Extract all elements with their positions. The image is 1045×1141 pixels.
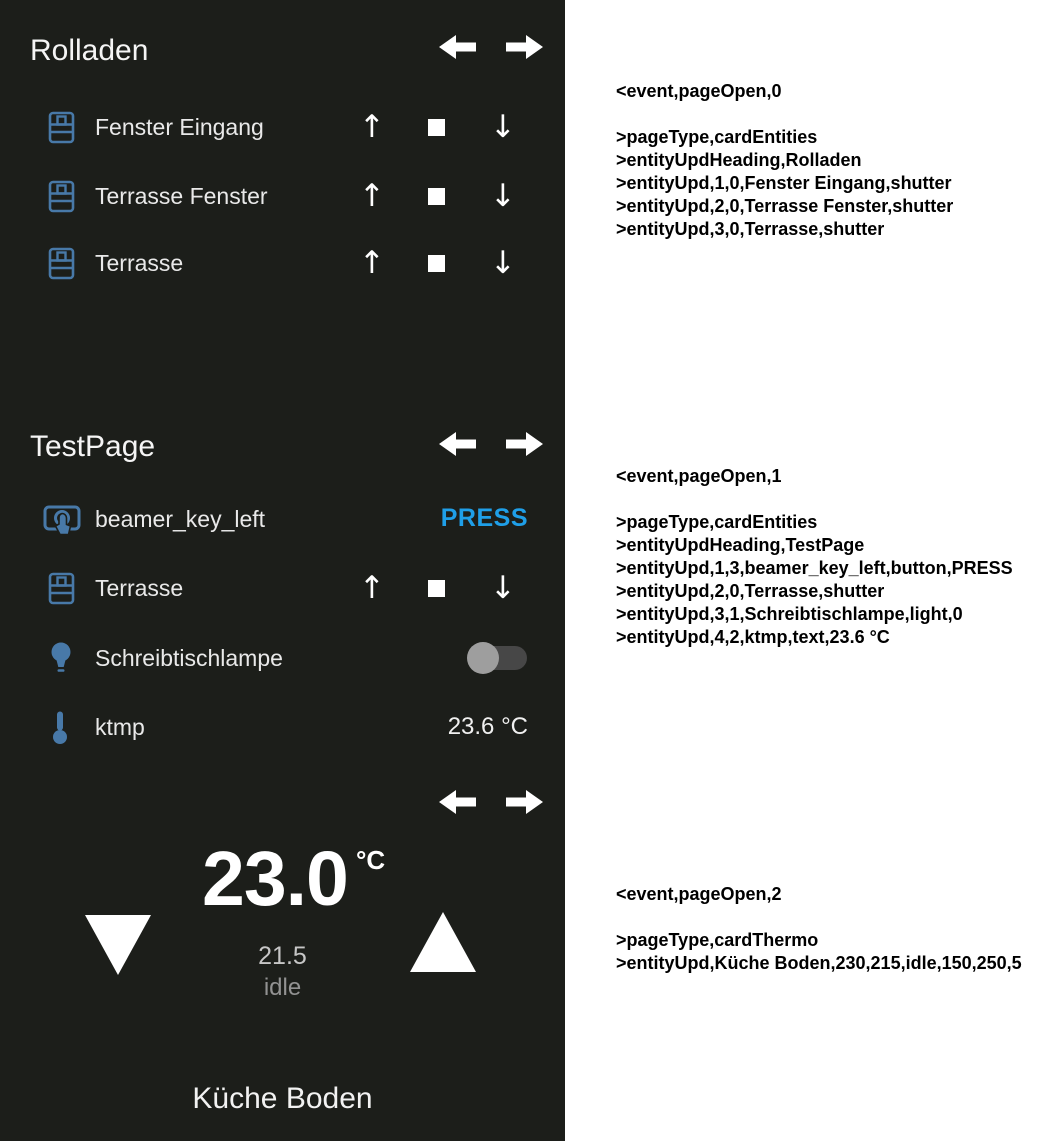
log-line: >entityUpd,2,0,Terrasse,shutter <box>616 581 885 601</box>
shutter-up-button[interactable]: ↑ <box>359 245 385 281</box>
shutter-up-button[interactable]: ↑ <box>359 570 385 606</box>
entity-value: 23.6 °C <box>447 713 528 740</box>
lightbulb-icon <box>47 641 75 675</box>
entity-label: Terrasse <box>95 575 184 601</box>
shutter-down-button[interactable]: ↓ <box>490 245 516 281</box>
log-line: >entityUpdHeading,Rolladen <box>616 150 862 170</box>
log-line: <event,pageOpen,1 <box>616 466 782 486</box>
shutter-up-button[interactable]: ↑ <box>359 178 385 214</box>
shutter-down-button[interactable]: ↓ <box>490 570 516 606</box>
serial-log-block-page1 <box>616 465 1013 649</box>
log-line <box>616 103 953 126</box>
log-line: >pageType,cardEntities <box>616 127 818 147</box>
current-temperature: 23.0 <box>202 836 348 922</box>
shutter-icon <box>48 572 75 605</box>
entity-label: Terrasse Fenster <box>95 183 268 209</box>
nav-prev-button[interactable] <box>437 787 478 817</box>
log-line: >pageType,cardEntities <box>616 512 818 532</box>
serial-log-block-page0 <box>616 80 953 241</box>
log-line: >entityUpd,4,2,ktmp,text,23.6 °C <box>616 627 890 647</box>
shutter-up-button[interactable]: ↑ <box>359 109 385 145</box>
target-temperature: 21.5 <box>258 942 307 970</box>
log-line <box>616 906 1022 929</box>
log-line: >entityUpd,1,3,beamer_key_left,button,PRESS <box>616 558 1013 578</box>
log-line: >entityUpd,Küche Boden,230,215,idle,150,250,5 <box>616 953 1022 973</box>
arrow-right-icon <box>506 790 543 814</box>
log-line <box>616 488 1013 511</box>
nav-next-button[interactable] <box>504 787 545 817</box>
log-line: >pageType,cardThermo <box>616 930 819 950</box>
nav-prev-button[interactable] <box>437 32 478 62</box>
entity-label: Fenster Eingang <box>95 114 264 140</box>
shutter-stop-button[interactable] <box>428 119 445 136</box>
log-line: <event,pageOpen,0 <box>616 81 782 101</box>
nav-next-button[interactable] <box>504 32 545 62</box>
entity-label: ktmp <box>95 714 145 740</box>
nav-prev-button[interactable] <box>437 429 478 459</box>
light-toggle-switch[interactable] <box>470 646 527 670</box>
press-button[interactable]: PRESS <box>440 504 528 532</box>
serial-log-block-page2 <box>616 883 1022 975</box>
log-line: >entityUpd,3,0,Terrasse,shutter <box>616 219 885 239</box>
tap-button-icon <box>42 501 82 539</box>
thermostat-name: Küche Boden <box>192 1082 373 1115</box>
shutter-icon <box>48 111 75 144</box>
entity-label: beamer_key_left <box>95 506 266 532</box>
log-line: >entityUpdHeading,TestPage <box>616 535 865 555</box>
page-title-testpage: TestPage <box>30 430 156 463</box>
shutter-stop-button[interactable] <box>428 255 445 272</box>
log-line: >entityUpd,1,0,Fenster Eingang,shutter <box>616 173 952 193</box>
hvac-state: idle <box>263 974 302 1001</box>
arrow-right-icon <box>506 35 543 59</box>
shutter-stop-button[interactable] <box>428 580 445 597</box>
log-line: <event,pageOpen,2 <box>616 884 782 904</box>
arrow-left-icon <box>439 432 476 456</box>
log-line: >entityUpd,2,0,Terrasse Fenster,shutter <box>616 196 954 216</box>
shutter-icon <box>48 247 75 280</box>
nav-next-button[interactable] <box>504 429 545 459</box>
arrow-left-icon <box>439 35 476 59</box>
toggle-knob <box>467 642 499 674</box>
entity-label: Schreibtischlampe <box>95 645 283 671</box>
shutter-icon <box>48 180 75 213</box>
shutter-down-button[interactable]: ↓ <box>490 109 516 145</box>
arrow-left-icon <box>439 790 476 814</box>
shutter-stop-button[interactable] <box>428 188 445 205</box>
shutter-down-button[interactable]: ↓ <box>490 178 516 214</box>
log-line: >entityUpd,3,1,Schreibtischlampe,light,0 <box>616 604 963 624</box>
page-title-rolladen: Rolladen <box>30 34 149 67</box>
arrow-right-icon <box>506 432 543 456</box>
thermometer-icon <box>52 710 68 745</box>
temperature-unit: °C <box>356 845 386 875</box>
entity-label: Terrasse <box>95 250 184 276</box>
